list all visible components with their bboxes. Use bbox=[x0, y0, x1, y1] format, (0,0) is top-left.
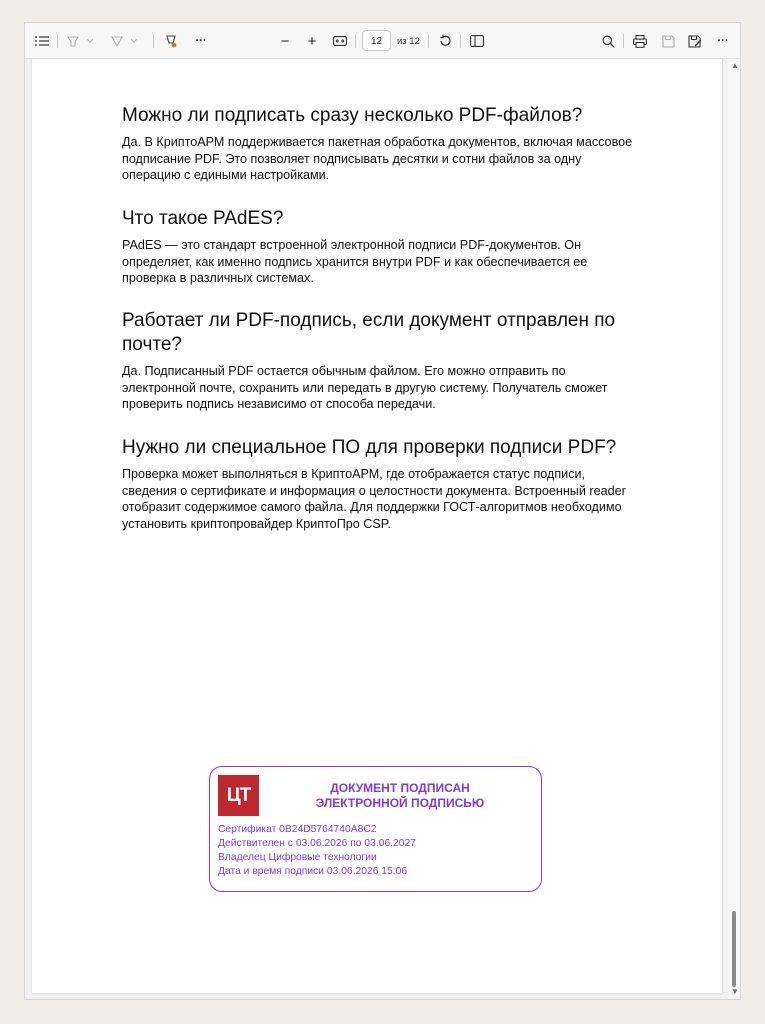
highlight-chevron-down-icon[interactable] bbox=[85, 31, 95, 51]
pdf-viewer-window bbox=[24, 22, 741, 1000]
more-tools-button[interactable]: ··· bbox=[195, 35, 207, 47]
page-number-input[interactable]: 12 bbox=[362, 30, 391, 51]
zoom-out-button[interactable]: − bbox=[280, 32, 290, 50]
toolbar-divider bbox=[623, 34, 624, 48]
answer-line: отобразит содержимое самого файла. Для поддержки ГОСТ-алгоритмов необходимо bbox=[122, 500, 622, 514]
scroll-down-icon[interactable]: ▼ bbox=[731, 987, 739, 996]
settings-more-button[interactable]: ··· bbox=[717, 35, 729, 47]
answer-line: Проверка может выполняться в КриптоАРМ, где отображается статус подписи, bbox=[122, 467, 586, 481]
draw-icon[interactable] bbox=[109, 31, 125, 51]
erase-icon[interactable] bbox=[163, 31, 179, 51]
answer-line: проверить подпись независимо от способа передачи. bbox=[122, 397, 436, 411]
faq-question bbox=[122, 309, 652, 357]
faq-question: Нужно ли специальное ПО для проверки подписи PDF? bbox=[122, 437, 617, 458]
answer-line: установить криптопровайдер КриптоПро CSP. bbox=[122, 516, 392, 531]
toolbar-divider bbox=[460, 34, 461, 48]
faq-answer bbox=[122, 466, 652, 532]
signature-stamp bbox=[209, 766, 542, 892]
answer-line: электронной почте, сохранить или передать в другую систему. Получатель сможет bbox=[122, 380, 608, 395]
faq-item bbox=[122, 436, 652, 532]
answer-line: PAdES — это стандарт встроенной электронной подписи PDF-документов. Он bbox=[122, 238, 582, 252]
faq-question: Можно ли подписать сразу несколько PDF-файлов? bbox=[122, 105, 583, 126]
pdf-page bbox=[32, 59, 722, 993]
question-line: почте? bbox=[122, 334, 182, 355]
answer-line: Да. В КриптоАРМ поддерживается пакетная обработка документов, включая массовое bbox=[122, 135, 633, 149]
page-total-label: из 12 bbox=[397, 36, 420, 47]
rotate-icon[interactable] bbox=[436, 31, 454, 51]
stamp-owner: Владелец Цифровые технологии bbox=[218, 852, 377, 863]
vertical-scrollbar[interactable] bbox=[728, 59, 740, 999]
page-view-icon[interactable] bbox=[468, 31, 486, 51]
question-line: Работает ли PDF-подпись, если документ отправлен по bbox=[122, 310, 616, 331]
faq-item bbox=[122, 207, 652, 287]
print-icon[interactable] bbox=[631, 31, 649, 51]
fit-width-icon[interactable] bbox=[331, 31, 349, 51]
save-as-icon[interactable] bbox=[686, 31, 704, 51]
company-logo: ЦТ bbox=[218, 775, 259, 816]
faq-item bbox=[122, 309, 652, 413]
answer-line: сведения о сертификате и информация о целостности документа. Встроенный reader bbox=[122, 483, 626, 498]
faq-answer bbox=[122, 134, 652, 184]
answer-line: проверка в различных системах. bbox=[122, 271, 314, 285]
faq-answer bbox=[122, 363, 652, 413]
answer-line: Да. Подписанный PDF остается обычным файлом. Его можно отправить по bbox=[122, 364, 566, 378]
document-area bbox=[25, 59, 730, 999]
save-icon[interactable] bbox=[659, 31, 677, 51]
stamp-signed-at: Дата и время подписи 03.06.2026 15:06 bbox=[218, 866, 408, 877]
stamp-details bbox=[218, 823, 416, 879]
answer-line: определяет, как именно подпись хранится внутри PDF и как обеспечивается ее bbox=[122, 254, 588, 269]
faq-answer bbox=[122, 237, 652, 287]
scroll-up-icon[interactable]: ▲ bbox=[731, 61, 739, 70]
search-icon[interactable] bbox=[599, 31, 617, 51]
toolbar-divider bbox=[153, 34, 154, 48]
highlight-icon[interactable] bbox=[65, 31, 81, 51]
scroll-thumb[interactable] bbox=[732, 911, 736, 987]
answer-line: подписание PDF. Это позволяет подписывать десятки и сотни файлов за одну bbox=[122, 151, 582, 166]
stamp-title-line: ЭЛЕКТРОННОЙ ПОДПИСЬЮ bbox=[315, 796, 485, 810]
draw-chevron-down-icon[interactable] bbox=[129, 31, 139, 51]
faq-item bbox=[122, 104, 652, 184]
pdf-toolbar bbox=[25, 23, 740, 59]
stamp-title-line: ДОКУМЕНТ ПОДПИСАН bbox=[330, 781, 470, 795]
toolbar-divider bbox=[428, 34, 429, 48]
zoom-in-button[interactable]: + bbox=[307, 32, 317, 50]
stamp-certificate: Сертификат 0B24D5764740A8C2 bbox=[218, 824, 377, 835]
faq-question: Что такое PAdES? bbox=[122, 208, 284, 229]
stamp-title bbox=[275, 781, 525, 811]
answer-line: операцию с едиными настройками. bbox=[122, 168, 330, 182]
toolbar-divider bbox=[57, 34, 58, 48]
contents-icon[interactable] bbox=[33, 31, 51, 51]
toolbar-divider bbox=[355, 34, 356, 48]
stamp-validity: Действителен с 03.06.2026 по 03.06.2027 bbox=[218, 838, 416, 849]
